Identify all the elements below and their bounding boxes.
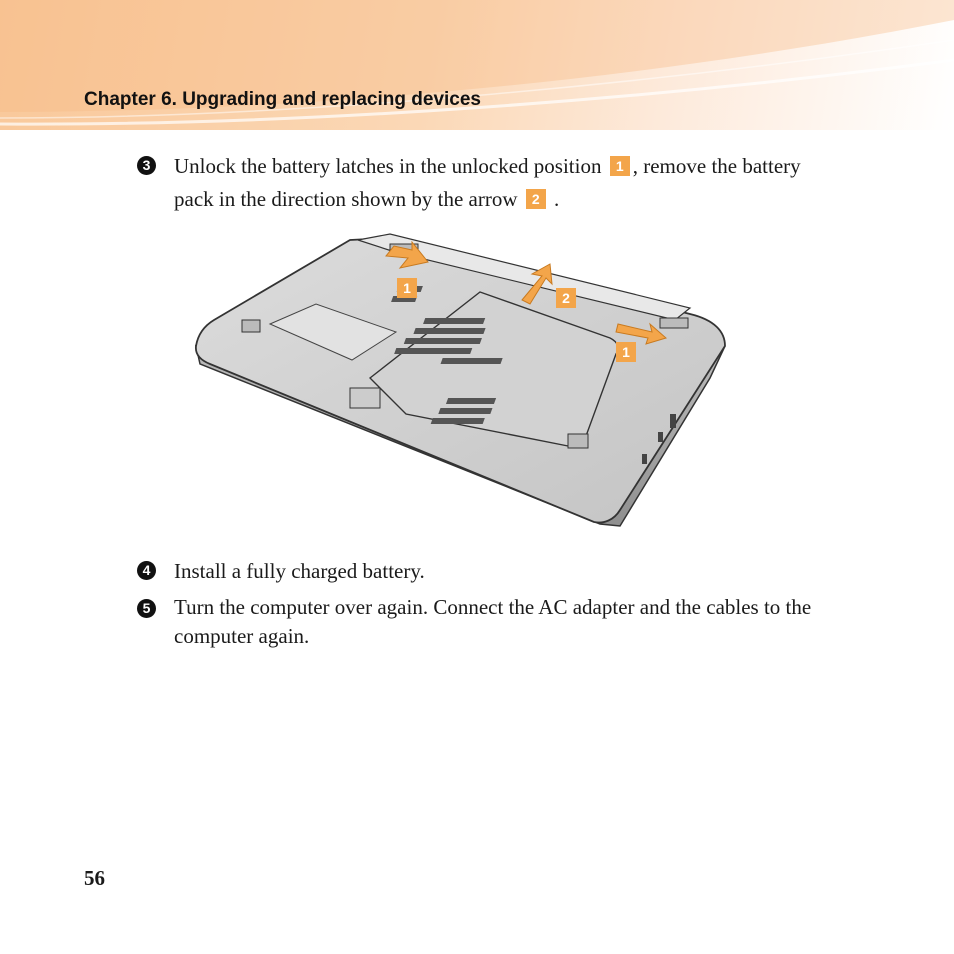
laptop-drawing (190, 228, 740, 533)
figure-callout-center: 2 (556, 288, 576, 308)
figure-callout-right: 1 (616, 342, 636, 362)
figure-callout-left: 1 (397, 278, 417, 298)
step-number: 3 (137, 156, 156, 175)
callout-badge-1: 1 (610, 156, 630, 176)
page-number: 56 (84, 866, 105, 890)
step-text-part: , remove the battery pack in the direction shown by the arrow (174, 154, 801, 211)
step-number: 4 (137, 561, 156, 580)
step-text-part: . (554, 187, 560, 211)
step-text (174, 150, 844, 216)
step-number: 5 (137, 599, 156, 618)
chapter-title: Chapter 6. Upgrading and replacing devices (84, 89, 481, 110)
step-text: Turn the computer over again. Connect the AC adapter and the cables to the computer again. (174, 595, 812, 648)
callout-badge-2: 2 (526, 189, 546, 209)
step-text-part: Unlock the battery latches in the unlocked position (174, 154, 602, 178)
step-text: Install a fully charged battery. (174, 559, 425, 583)
chapter-header-band (0, 0, 954, 130)
laptop-bottom-illustration (190, 228, 740, 538)
